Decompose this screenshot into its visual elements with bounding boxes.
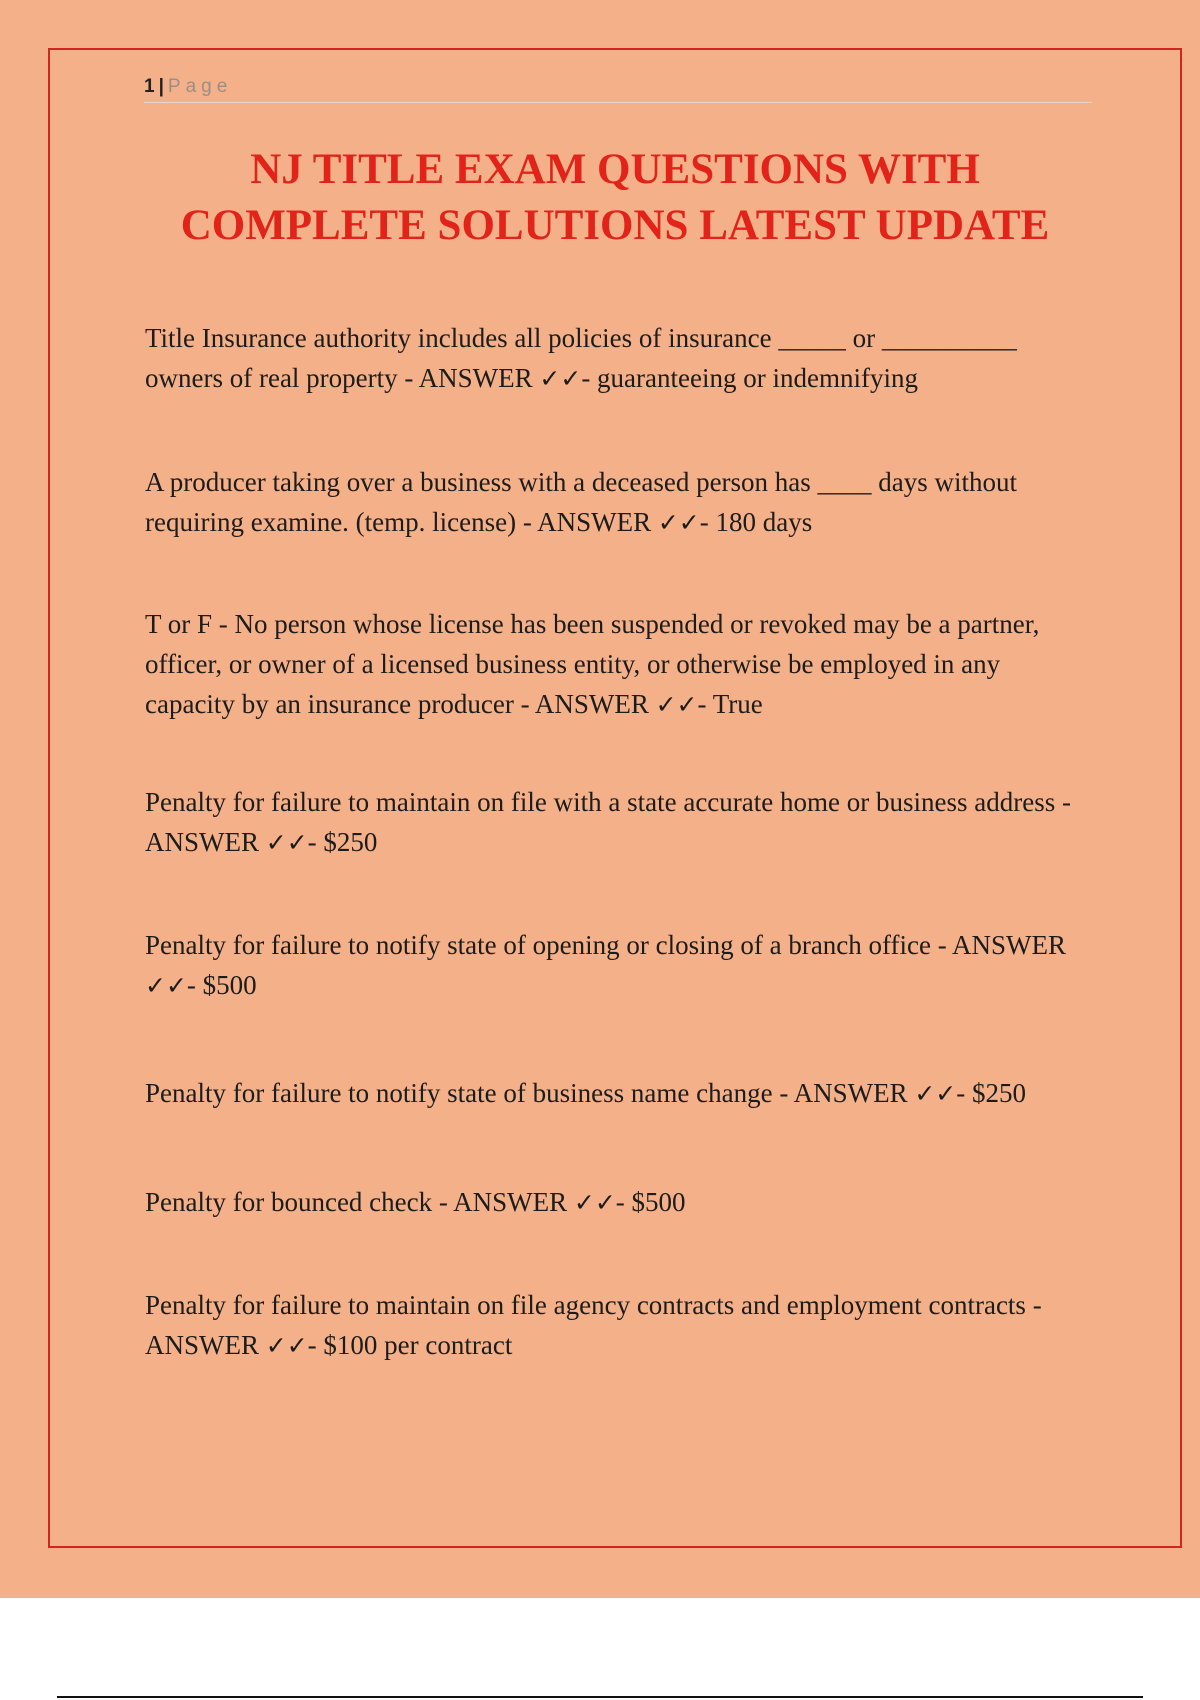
answer-label: ANSWER: [145, 1330, 259, 1360]
qa-item: [145, 782, 1095, 863]
qa-question: Penalty for bounced check -: [145, 1187, 454, 1217]
qa-question: Penalty for failure to maintain on file with a state accurate home or business address -: [145, 787, 1071, 817]
bottom-divider: [57, 1696, 1143, 1698]
qa-item: [145, 462, 1095, 543]
double-check-icon: ✓✓: [655, 690, 698, 719]
qa-answer: - $100 per contract: [307, 1330, 513, 1360]
qa-answer: - $500: [186, 970, 257, 1000]
qa-question: Penalty for failure to maintain on file agency contracts and employment contracts -: [145, 1290, 1042, 1320]
qa-question: Penalty for failure to notify state of business name change -: [145, 1078, 794, 1108]
double-check-icon: ✓✓: [539, 364, 582, 393]
title-line-1: NJ TITLE EXAM QUESTIONS WITH: [250, 146, 980, 193]
qa-question: A producer taking over a business with a deceased person has ____ days without requiring examine. (temp. license) -: [145, 467, 1018, 537]
qa-question: T or F - No person whose license has been suspended or revoked may be a partner, officer, or owner of a licensed business entity, or otherwise be employed in any capacity by an insurance producer -: [145, 609, 1040, 719]
double-check-icon: ✓✓: [657, 508, 700, 537]
qa-answer: - $250: [956, 1078, 1026, 1108]
double-check-icon: ✓✓: [265, 1331, 308, 1360]
answer-label: ANSWER: [952, 930, 1067, 960]
qa-item: [145, 1285, 1095, 1366]
double-check-icon: ✓✓: [573, 1188, 616, 1217]
qa-answer: - guaranteeing or indemnifying: [581, 363, 918, 393]
qa-item: [145, 1182, 1095, 1223]
page-number-header: [144, 72, 1092, 103]
qa-item: [145, 604, 1095, 725]
double-check-icon: ✓✓: [265, 828, 308, 857]
answer-label: ANSWER: [534, 689, 649, 719]
double-check-icon: ✓✓: [914, 1079, 957, 1108]
double-check-icon: ✓✓: [145, 971, 187, 1000]
page-label: Page: [167, 76, 233, 97]
qa-item: [145, 925, 1095, 1006]
qa-item: [145, 1073, 1095, 1114]
qa-question: Penalty for failure to notify state of opening or closing of a branch office -: [145, 930, 953, 960]
qa-question: Title Insurance authority includes all policies of insurance _____ or __________ owners of real property -: [145, 323, 1017, 393]
qa-answer: - 180 days: [699, 507, 813, 537]
answer-label: ANSWER: [453, 1187, 568, 1217]
document-title: [100, 142, 1130, 254]
answer-label: ANSWER: [793, 1078, 908, 1108]
qa-answer: - $250: [307, 827, 378, 857]
qa-answer: - True: [697, 689, 763, 719]
page-number-separator: |: [158, 76, 164, 97]
title-line-2: COMPLETE SOLUTIONS LATEST UPDATE: [180, 202, 1050, 249]
answer-label: ANSWER: [145, 827, 259, 857]
page-number: 1: [144, 76, 155, 97]
qa-answer: - $500: [615, 1187, 686, 1217]
answer-label: ANSWER: [418, 363, 533, 393]
qa-item: [145, 318, 1095, 399]
answer-label: ANSWER: [537, 507, 652, 537]
